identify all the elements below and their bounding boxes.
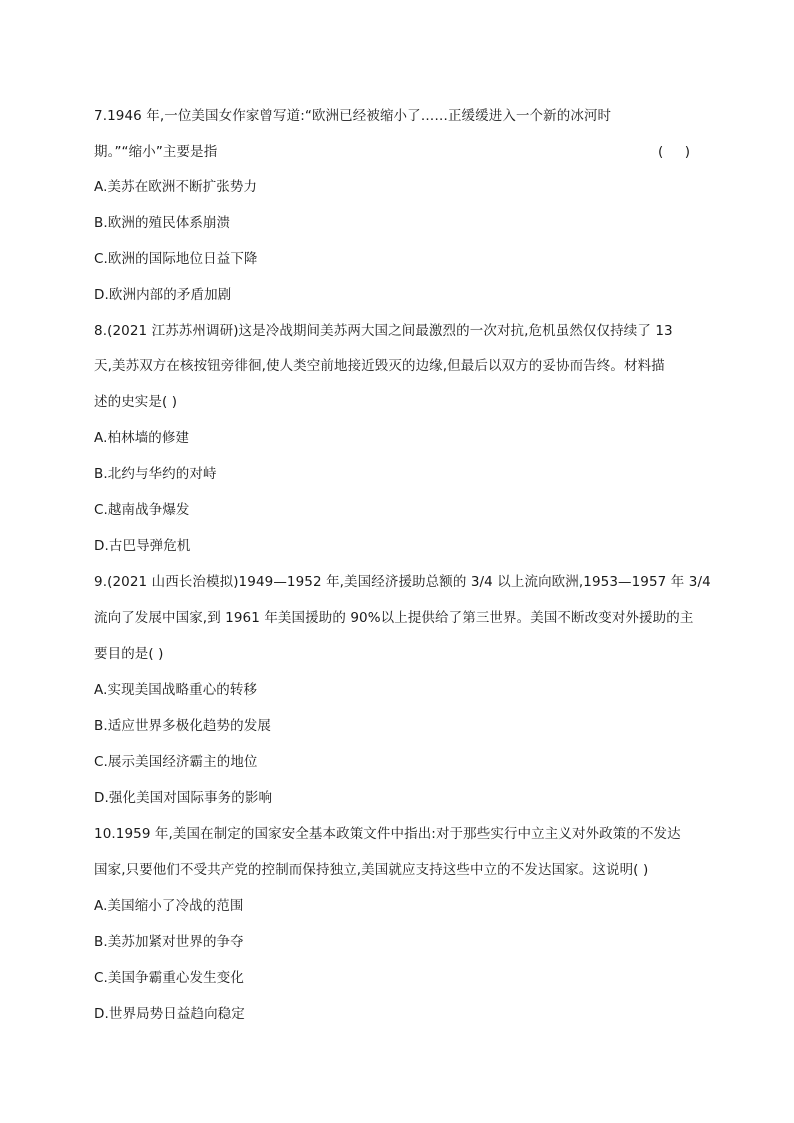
question-8-stem-line-2: 天,美苏双方在核按钮旁徘徊,使人类空前地接近毁灭的边缘,但最后以双方的妥协而告终。材料描 [94, 358, 665, 374]
question-8-option-c[interactable]: C.越南战争爆发 [94, 502, 190, 518]
question-10-stem-line-1: 10.1959 年,美国在制定的国家安全基本政策文件中指出:对于那些实行中立主义对外政策的不发达 [94, 826, 681, 842]
question-9-option-b[interactable]: B.适应世界多极化趋势的发展 [94, 718, 271, 734]
question-9-option-a[interactable]: A.实现美国战略重心的转移 [94, 682, 258, 698]
question-8-stem-line-3: 述的史实是( ) [94, 394, 178, 410]
question-10-option-b[interactable]: B.美苏加紧对世界的争夺 [94, 934, 244, 950]
question-7-stem-line-1: 7.1946 年,一位美国女作家曾写道:“欧洲已经被缩小了……正缓缓进入一个新的冰河时 [94, 108, 612, 124]
question-10-option-d[interactable]: D.世界局势日益趋向稳定 [94, 1006, 245, 1022]
question-7-option-c[interactable]: C.欧洲的国际地位日益下降 [94, 251, 258, 267]
question-9-option-c[interactable]: C.展示美国经济霸主的地位 [94, 754, 258, 770]
question-7-option-b[interactable]: B.欧洲的殖民体系崩溃 [94, 215, 231, 231]
question-8-option-d[interactable]: D.古巴导弹危机 [94, 538, 191, 554]
question-9-stem-line-2: 流向了发展中国家,到 1961 年美国援助的 90%以上提供给了第三世界。美国不断改变对外援助的主 [94, 610, 694, 626]
question-8-stem-line-1: 8.(2021 江苏苏州调研)这是冷战期间美苏两大国之间最激烈的一次对抗,危机虽然仅仅持续了 13 [94, 323, 673, 339]
question-8-option-a[interactable]: A.柏林墙的修建 [94, 430, 190, 446]
question-7-option-a[interactable]: A.美苏在欧洲不断扩张势力 [94, 179, 258, 195]
question-7-stem-line-2: 期。”“缩小”主要是指 [94, 144, 218, 160]
question-10-stem-line-2: 国家,只要他们不受共产党的控制而保持独立,美国就应支持这些中立的不发达国家。这说明( ) [94, 862, 649, 878]
question-7-answer-blank[interactable]: ( ) [658, 144, 690, 160]
question-9-stem-line-3: 要目的是( ) [94, 646, 164, 662]
question-8-option-b[interactable]: B.北约与华约的对峙 [94, 466, 217, 482]
question-9-stem-line-1: 9.(2021 山西长治模拟)1949—1952 年,美国经济援助总额的 3/4 以上流向欧洲,1953—1957 年 3/4 [94, 574, 711, 590]
question-9-option-d[interactable]: D.强化美国对国际事务的影响 [94, 790, 273, 806]
question-10-option-a[interactable]: A.美国缩小了冷战的范围 [94, 898, 244, 914]
question-10-option-c[interactable]: C.美国争霸重心发生变化 [94, 970, 244, 986]
question-7-option-d[interactable]: D.欧洲内部的矛盾加剧 [94, 287, 232, 303]
